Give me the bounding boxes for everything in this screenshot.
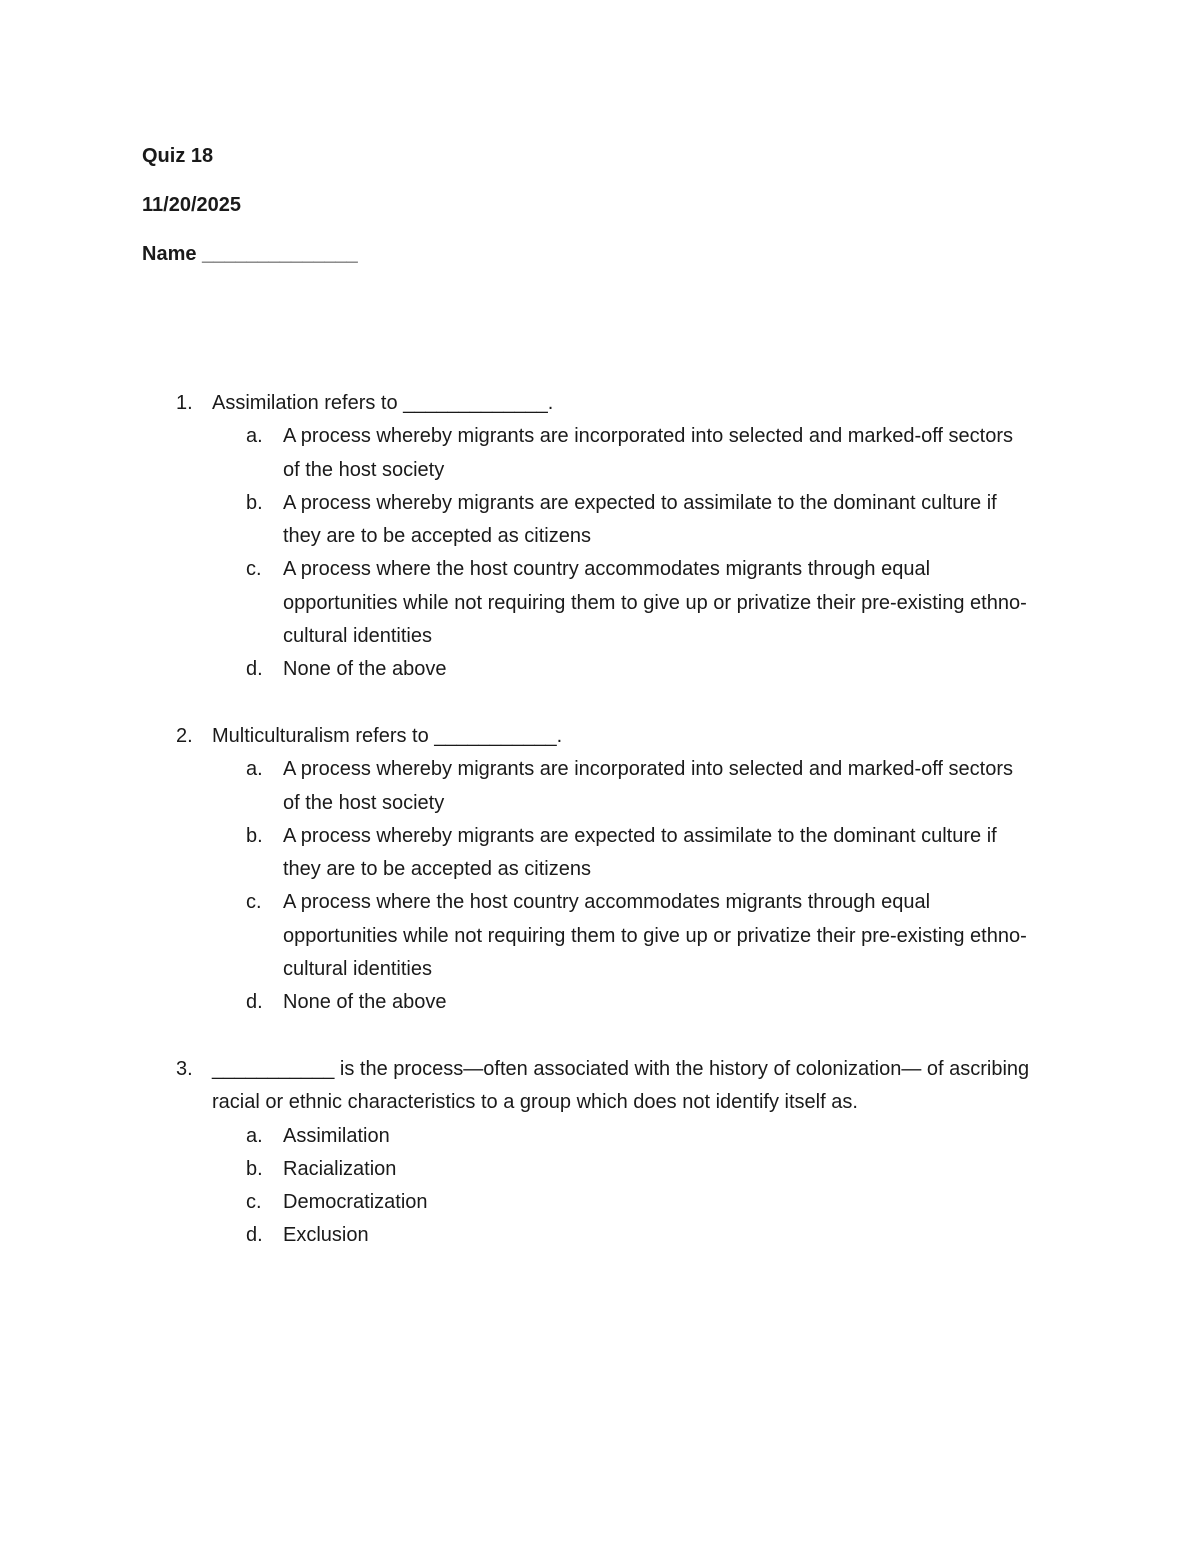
- question-number: 1.: [176, 392, 193, 414]
- option-text: A process where the host country accommodates migrants through equal opportunities while not requiring them to give up or privatize their pre-existing ethno-cultural identities: [283, 891, 1027, 981]
- question-list: [0, 387, 1200, 1286]
- option-letter: c.: [246, 891, 262, 914]
- question-number: 2.: [176, 724, 193, 747]
- option-text: None of the above: [283, 991, 447, 1014]
- option-text: Racialization: [283, 1157, 397, 1180]
- option-list: [0, 1120, 1200, 1253]
- option-c: [0, 1186, 1028, 1219]
- option-letter: d.: [246, 658, 263, 681]
- option-list: [0, 420, 1200, 686]
- option-list: [0, 753, 1200, 1019]
- option-text: Assimilation: [283, 1124, 390, 1147]
- option-b: [0, 487, 1028, 554]
- question-1: [0, 387, 1200, 687]
- option-text: Democratization: [283, 1191, 428, 1214]
- question-stem: [0, 387, 1062, 420]
- question-3: [0, 1053, 1200, 1253]
- option-b: [0, 820, 1028, 887]
- option-text: A process whereby migrants are expected to assimilate to the dominant culture if they are to be accepted as citizens: [283, 824, 997, 881]
- question-text: Multiculturalism refers to ___________.: [212, 724, 563, 747]
- option-letter: d.: [246, 991, 263, 1014]
- option-letter: a.: [246, 1124, 263, 1147]
- option-letter: c.: [246, 558, 262, 581]
- option-d: [0, 653, 1028, 686]
- option-b: [0, 1153, 1028, 1186]
- option-a: [0, 420, 1028, 487]
- question-text: Assimilation refers to _____________.: [212, 392, 554, 414]
- option-text: None of the above: [283, 658, 447, 681]
- option-text: A process whereby migrants are expected to assimilate to the dominant culture if they are to be accepted as citizens: [283, 491, 997, 548]
- option-a: [0, 1120, 1028, 1153]
- option-d: [0, 986, 1028, 1019]
- option-c: [0, 553, 1028, 653]
- option-letter: a.: [246, 758, 263, 781]
- quiz-date: 11/20/2025: [142, 194, 241, 216]
- option-text: A process whereby migrants are incorporated into selected and marked-off sectors of the host society: [283, 425, 1013, 481]
- option-text: A process whereby migrants are incorporated into selected and marked-off sectors of the host society: [283, 758, 1013, 814]
- question-text: ___________ is the process—often associated with the history of colonization— of ascribing racial or ethnic characteristics to a group which does not identify itself as.: [212, 1057, 1030, 1114]
- question-stem: [0, 1053, 1062, 1120]
- quiz-title: Quiz 18: [142, 145, 214, 167]
- option-letter: a.: [246, 425, 263, 448]
- question-stem: [0, 720, 1062, 753]
- option-text: Exclusion: [283, 1224, 369, 1247]
- question-number: 3.: [176, 1057, 193, 1080]
- option-letter: b.: [246, 824, 263, 847]
- option-letter: d.: [246, 1224, 263, 1247]
- option-letter: b.: [246, 1157, 263, 1180]
- option-text: A process where the host country accommodates migrants through equal opportunities while not requiring them to give up or privatize their pre-existing ethno-cultural identities: [283, 558, 1027, 648]
- option-d: [0, 1219, 1028, 1252]
- option-a: [0, 753, 1028, 820]
- option-c: [0, 886, 1028, 986]
- option-letter: b.: [246, 491, 263, 514]
- option-letter: c.: [246, 1191, 262, 1214]
- question-2: [0, 720, 1200, 1020]
- name-field-line: Name ______________: [142, 243, 358, 265]
